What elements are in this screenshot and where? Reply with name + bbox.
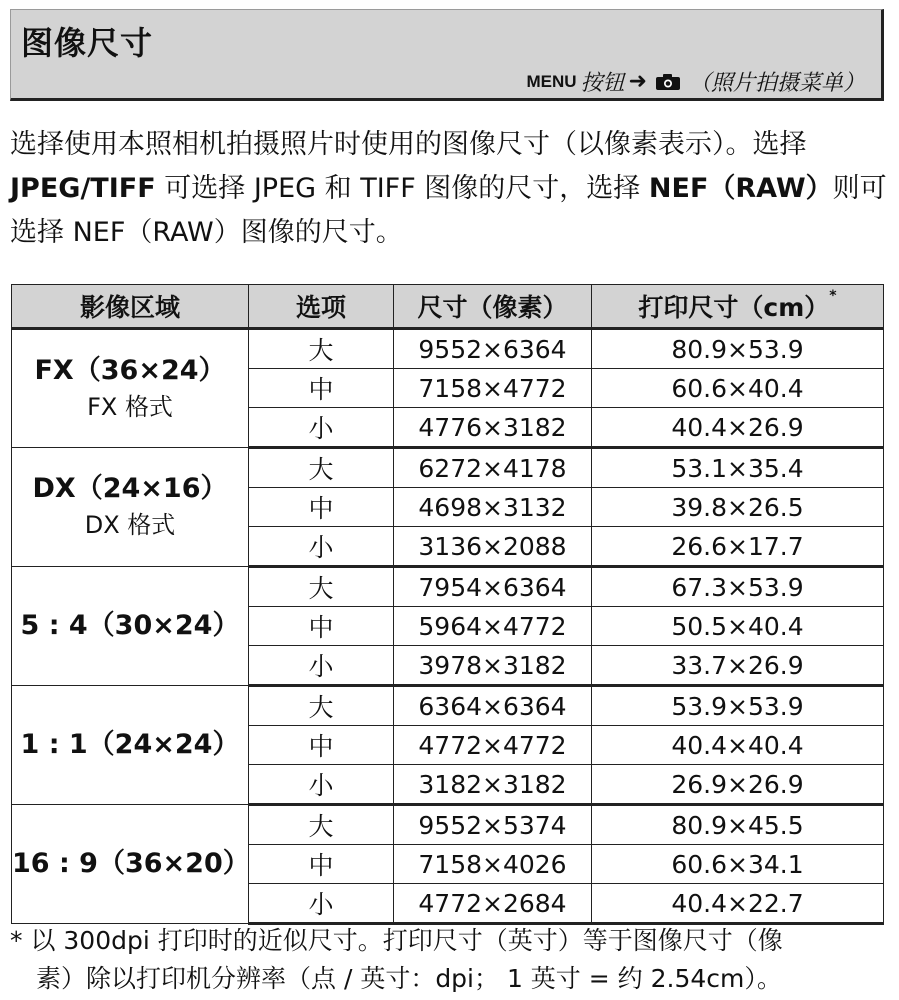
option-cell: 小 (249, 765, 394, 805)
footnote-line-2: 素）除以打印机分辨率（点 / 英寸：dpi； 1 英寸 = 约 2.54cm）。 (36, 964, 782, 993)
print-size-cell: 67.3×53.9 (592, 567, 884, 607)
pixel-size-cell: 7158×4772 (394, 369, 592, 408)
image-area-name: 5 : 4（30×24） (20, 610, 240, 641)
pixel-size-cell: 3136×2088 (394, 527, 592, 567)
image-area-cell (12, 448, 249, 567)
intro-text-1: 选择使用本照相机拍摄照片时使用的图像尺寸（以像素表示）。选择 (10, 129, 807, 160)
image-area-cell (12, 567, 249, 686)
header-option: 选项 (249, 285, 394, 329)
image-area-name: 1 : 1（24×24） (20, 729, 240, 760)
print-size-cell: 26.9×26.9 (592, 765, 884, 805)
pixel-size-cell: 4772×2684 (394, 884, 592, 924)
jpeg-tiff-label: JPEG/TIFF (10, 173, 156, 204)
footnote-line-1: * 以 300dpi 打印时的近似尺寸。打印尺寸（英寸）等于图像尺寸（像 (10, 926, 783, 955)
print-size-cell: 60.6×40.4 (592, 369, 884, 408)
option-cell: 大 (249, 567, 394, 607)
image-area-name: FX（36×24） (34, 354, 226, 386)
pixel-size-cell: 6272×4178 (394, 448, 592, 488)
image-area-format: DX 格式 (84, 511, 176, 539)
table-row (12, 329, 884, 369)
option-cell: 小 (249, 884, 394, 924)
header-image-area: 影像区域 (12, 285, 249, 329)
table-body (12, 329, 884, 924)
pixel-size-cell: 3182×3182 (394, 765, 592, 805)
option-cell: 小 (249, 527, 394, 567)
option-cell: 大 (249, 686, 394, 726)
pixel-size-cell: 7158×4026 (394, 845, 592, 884)
option-cell: 中 (249, 607, 394, 646)
header-size-pixels: 尺寸（像素） (394, 285, 592, 329)
menu-navigation-hint (526, 66, 865, 97)
pixel-size-cell: 9552×5374 (394, 805, 592, 845)
image-area-name: 16 : 9（36×20） (12, 848, 250, 879)
nef-raw-label: NEF（RAW） (648, 173, 833, 204)
intro-text-3: 则可选择 NEF（RAW）图像的尺寸。 (10, 173, 887, 248)
intro-text-2: 可选择 JPEG 和 TIFF 图像的尺寸，选择 (155, 173, 649, 204)
table-row (12, 686, 884, 726)
pixel-size-cell: 7954×6364 (394, 567, 592, 607)
print-size-cell: 40.4×26.9 (592, 408, 884, 448)
table-row (12, 805, 884, 845)
intro-paragraph (10, 123, 890, 255)
option-cell: 中 (249, 726, 394, 765)
menu-name: （照片拍摄菜单） (688, 71, 865, 96)
arrow-icon: ➜ (628, 69, 647, 94)
pixel-size-cell: 3978×3182 (394, 646, 592, 686)
pixel-size-cell: 9552×6364 (394, 329, 592, 369)
print-size-cell: 53.1×35.4 (592, 448, 884, 488)
table-header-row (12, 285, 884, 329)
print-size-cell: 33.7×26.9 (592, 646, 884, 686)
page-title: 图像尺寸 (21, 24, 154, 62)
print-size-cell: 26.6×17.7 (592, 527, 884, 567)
print-size-cell: 60.6×34.1 (592, 845, 884, 884)
option-cell: 中 (249, 488, 394, 527)
print-size-cell: 39.8×26.5 (592, 488, 884, 527)
pixel-size-cell: 4698×3132 (394, 488, 592, 527)
pixel-size-cell: 6364×6364 (394, 686, 592, 726)
table-row (12, 567, 884, 607)
print-size-cell: 40.4×40.4 (592, 726, 884, 765)
image-area-cell (12, 686, 249, 805)
option-cell: 小 (249, 408, 394, 448)
print-size-cell: 40.4×22.7 (592, 884, 884, 924)
image-area-cell (12, 805, 249, 924)
table-row (12, 448, 884, 488)
button-label: 按钮 (580, 71, 625, 96)
option-cell: 小 (249, 646, 394, 686)
header-asterisk: * (829, 288, 837, 304)
pixel-size-cell: 4772×4772 (394, 726, 592, 765)
image-area-format: FX 格式 (87, 392, 173, 421)
menu-button-label: MENU (526, 71, 577, 91)
option-cell: 中 (249, 845, 394, 884)
header-print-size: 打印尺寸（cm）* (592, 285, 884, 329)
image-area-name: DX（24×16） (32, 473, 228, 504)
camera-icon (655, 73, 681, 91)
option-cell: 大 (249, 805, 394, 845)
footnote (10, 922, 890, 998)
option-cell: 大 (249, 448, 394, 488)
section-header (10, 9, 884, 101)
image-size-table (11, 284, 884, 925)
pixel-size-cell: 5964×4772 (394, 607, 592, 646)
print-size-cell: 80.9×53.9 (592, 329, 884, 369)
option-cell: 中 (249, 369, 394, 408)
pixel-size-cell: 4776×3182 (394, 408, 592, 448)
print-size-cell: 53.9×53.9 (592, 686, 884, 726)
image-area-cell (12, 329, 249, 448)
print-size-cell: 50.5×40.4 (592, 607, 884, 646)
option-cell: 大 (249, 329, 394, 369)
print-size-cell: 80.9×45.5 (592, 805, 884, 845)
